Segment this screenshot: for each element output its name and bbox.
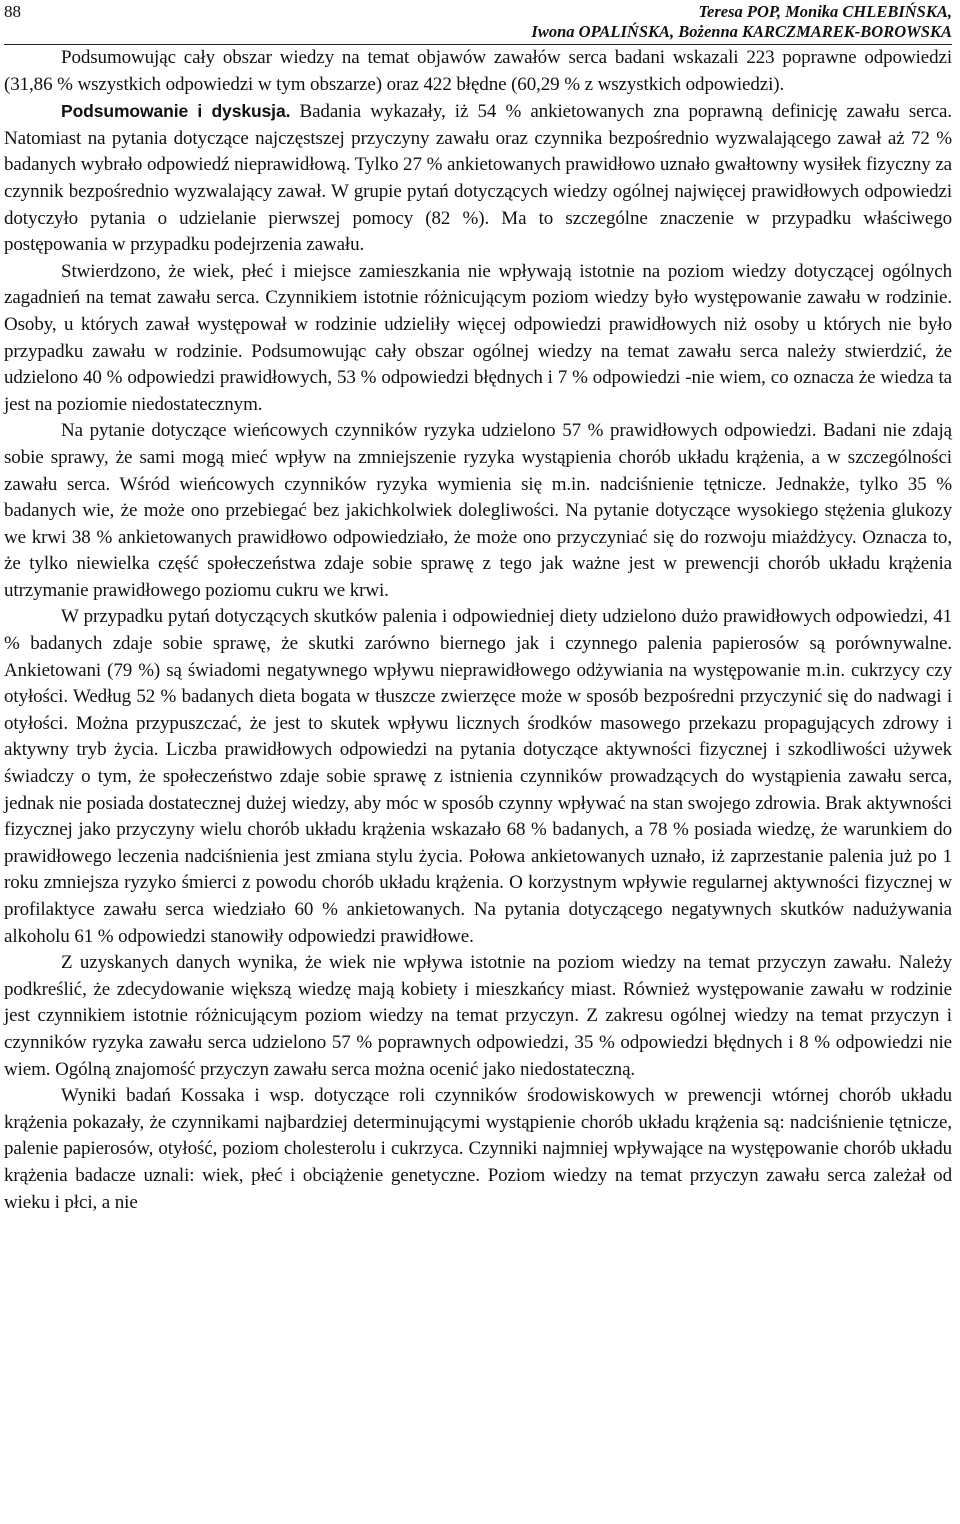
paragraph-demographics bbox=[4, 259, 952, 419]
paragraph-text: Na pytanie dotyczące wieńcowych czynników ryzyka udzielono 57 % prawidłowych odpowiedzi. Badani nie zdają sobie sprawy, że sami mogą mieć wpływ na zmniejszenie ryzyka wystąpienia chorób układu krążenia, a w szczególności zawału serca. Wśród wieńcowych czynników ryzyka wymienia się m.in. nadciśnienie tętnicze. Jednakże, tylko 35 % badanych wie, że może ono przebiegać bez jakichkolwiek dolegliwości. Na pytanie dotyczące wysokiego stężenia glukozy we krwi 38 % ankietowanych prawidłowo odpowiedziało, że może ono przyczyniać się do rozwoju miażdżycy. Oznacza to, że tylko niewielka część społeczeństwa zdaje sobie sprawę z tego jak ważne jest w prewencji chorób układu krążenia utrzymanie prawidłowego poziomu cukru we krwi. bbox=[4, 420, 952, 601]
paragraph-kossak-study bbox=[4, 1083, 952, 1216]
paragraph-summary-symptoms bbox=[4, 45, 952, 98]
paragraph-text: Badania wykazały, iż 54 % ankietowanych zna poprawną definicję zawału serca. Natomiast na pytania dotyczące najczęstszej przyczyny zawału oraz czynnika bezpośrednio wyzwalającego zawał aż 72 % badanych wybrało odpowiedź nieprawidłową. Tylko 27 % ankietowanych prawidłowo uznało gwałtowny wysiłek fizyczny za czynnik bezpośrednio wyzwalający zawał. W grupie pytań dotyczących wiedzy ogólnej najwięcej prawidłowych odpowiedzi dotyczyło pytania o udzielanie pierwszej pomocy (82 %). Ma to szczególne znaczenie w przypadku właściwego postępowania w przypadku podejrzenia zawału. bbox=[4, 101, 952, 256]
running-header bbox=[4, 0, 952, 45]
paragraph-text: Podsumowując cały obszar wiedzy na temat objawów zawałów serca badani wskazali 223 poprawne odpowiedzi (31,86 % wszystkich odpowiedzi w tym obszarze) oraz 422 błędne (60,29 % z wszystkich odpowiedzi). bbox=[4, 47, 952, 95]
paragraph-risk-factors bbox=[4, 418, 952, 604]
section-heading: Podsumowanie i dyskusja. bbox=[61, 101, 291, 122]
paragraph-text: W przypadku pytań dotyczących skutków palenia i odpowiedniej diety udzielono dużo prawidłowych odpowiedzi, 41 % badanych zdaje sobie sprawę, że skutki zarówno biernego jak i czynnego palenia papierosów są porównywalne. Ankietowani (79 %) są świadomi negatywnego wpływu nieprawidłowego odżywiania na występowanie m.in. cukrzycy czy otyłości. Według 52 % badanych dieta bogata w tłuszcze zwierzęce może w sposób bezpośredni przyczynić się do nadwagi i otyłości. Można przypuszczać, że jest to skutek wpływu licznych środków masowego przekazu propagujących zdrowy i aktywny tryb życia. Liczba prawidłowych odpowiedzi na pytania dotyczące aktywności fizycznej i szkodliwości używek świadczy o tym, że społeczeństwo zdaje sobie sprawę z istnienia czynników prowadzących do wystąpienia zawału serca, jednak nie posiada dostatecznej dużej wiedzy, aby móc w sposób czynny wpływać na stan swojego zdrowia. Brak aktywności fizycznej jako przyczyny wielu chorób układu krążenia wskazało 68 % badanych, a 78 % posiada wiedzę, że warunkiem do prawidłowego leczenia nadciśnienia jest zmiana stylu życia. Połowa ankietowanych uznało, iż zaprzestanie palenia już po 1 roku zmniejsza ryzyko śmierci z powodu chorób układu krążenia. O korzystnym wpływie regularnej aktywności fizycznej w profilaktyce zawału serca wiedziało 60 % ankietowanych. Na pytania dotyczącego negatywnych skutków nadużywania alkoholu 61 % odpowiedzi stanowiły odpowiedzi prawidłowe. bbox=[4, 606, 952, 947]
authors-line-1: Teresa POP, Monika CHLEBIŃSKA, bbox=[698, 2, 952, 21]
page-number: 88 bbox=[4, 2, 21, 21]
paragraph-text: Stwierdzono, że wiek, płeć i miejsce zamieszkania nie wpływają istotnie na poziom wiedzy dotyczącej ogólnych zagadnień na temat zawału serca. Czynnikiem istotnie różnicującym poziom wiedzy było występowanie zawału w rodzinie. Osoby, u których zawał występował w rodzinie udzieliły więcej odpowiedzi prawidłowych niż osoby u których nie było przypadku zawału w rodzinie. Podsumowując cały obszar ogólnej wiedzy na temat zawału serca należy stwierdzić, że udzielono 40 % odpowiedzi prawidłowych, 53 % odpowiedzi błędnych i 7 % odpowiedzi -nie wiem, co oznacza że wiedza ta jest na poziomie niedostatecznym. bbox=[4, 260, 952, 415]
paragraph-summary-discussion bbox=[4, 98, 952, 259]
paragraph-smoking-diet bbox=[4, 604, 952, 950]
authors-line-2: Iwona OPALIŃSKA, Bożenna KARCZMAREK-BOROWSKA bbox=[531, 22, 952, 41]
paragraph-text: Wyniki badań Kossaka i wsp. dotyczące roli czynników środowiskowych w prewencji wtórnej chorób układu krążenia pokazały, że czynnikami najbardziej determinującymi wystąpienie chorób układu krążenia są: nadciśnienie tętnicze, palenie papierosów, otyłość, poziom cholesterolu i cukrzyca. Czynniki najmniej wpływające na występowanie chorób układu krążenia badacze uznali: wiek, płeć i obciążenie genetyczne. Poziom wiedzy na temat przyczyn zawału serca zależał od wieku i płci, a nie bbox=[4, 1085, 952, 1213]
body-text bbox=[4, 45, 952, 1216]
paragraph-age-causes bbox=[4, 950, 952, 1083]
author-names bbox=[531, 2, 952, 42]
paragraph-text: Z uzyskanych danych wynika, że wiek nie wpływa istotnie na poziom wiedzy na temat przyczyn zawału. Należy podkreślić, że zdecydowanie większą wiedzę mają kobiety i mieszkańcy miast. Również występowanie zawału w rodzinie jest czynnikiem istotnie różnicującym poziom wiedzy na temat przyczyn. Z zakresu ogólnej wiedzy na temat przyczyn i czynników ryzyka zawału serca udzielono 57 % poprawnych odpowiedzi, 35 % odpowiedzi błędnych i 8 % odpowiedzi nie wiem. Ogólną znajomość przyczyn zawału serca można ocenić jako niedostateczną. bbox=[4, 952, 952, 1080]
